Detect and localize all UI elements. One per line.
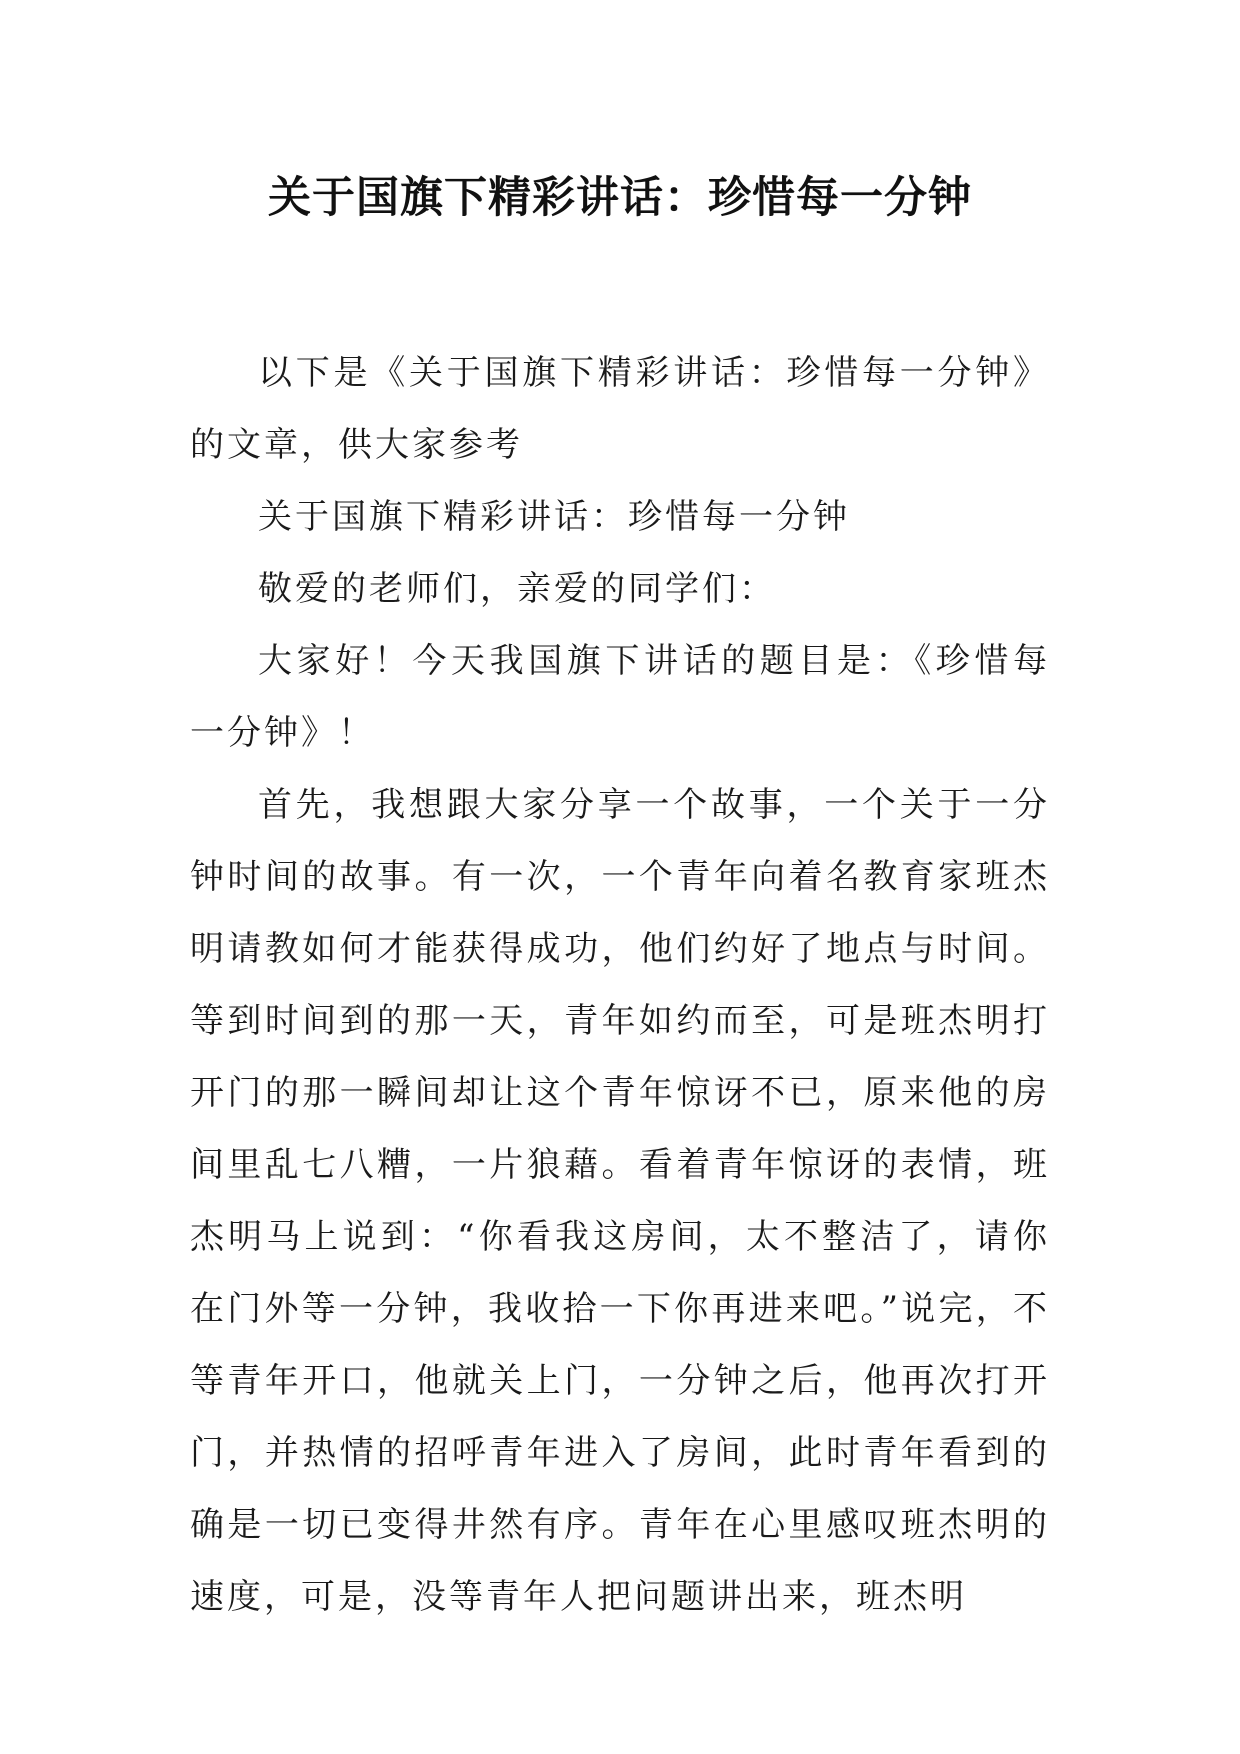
document-title: 关于国旗下精彩讲话：珍惜每一分钟 [268, 173, 972, 223]
body-paragraph-greeting: 大家好！今天我国旗下讲话的题目是：《珍惜每一分钟》！ [190, 641, 1050, 753]
body-paragraph-subtitle: 关于国旗下精彩讲话：珍惜每一分钟 [258, 497, 850, 537]
body-paragraph-salutation: 敬爱的老师们，亲爱的同学们： [258, 569, 776, 609]
body-paragraph-story: 首先，我想跟大家分享一个故事，一个关于一分钟时间的故事。有一次，一个青年向着名教育家班杰明请教如何才能获得成功，他们约好了地点与时间。等到时间到的那一天，青年如约而至，可是班杰明打开门的那一瞬间却让这个青年惊讶不已，原来他的房间里乱七八糟，一片狼藉。看着青年惊讶的表情，班杰明马上说到：“你看我这房间，太不整洁了，请你在门外等一分钟，我收拾一下你再进来吧。”说完，不等青年开口，他就关上门，一分钟之后，他再次打开门，并热情的招呼青年进入了房间，此时青年看到的确是一切已变得井然有序。青年在心里感叹班杰明的速度，可是，没等青年人把问题讲出来，班杰明 [190, 785, 1050, 1617]
body-paragraph-intro: 以下是《关于国旗下精彩讲话：珍惜每一分钟》的文章，供大家参考 [190, 353, 1050, 465]
document-body [190, 337, 1050, 1633]
